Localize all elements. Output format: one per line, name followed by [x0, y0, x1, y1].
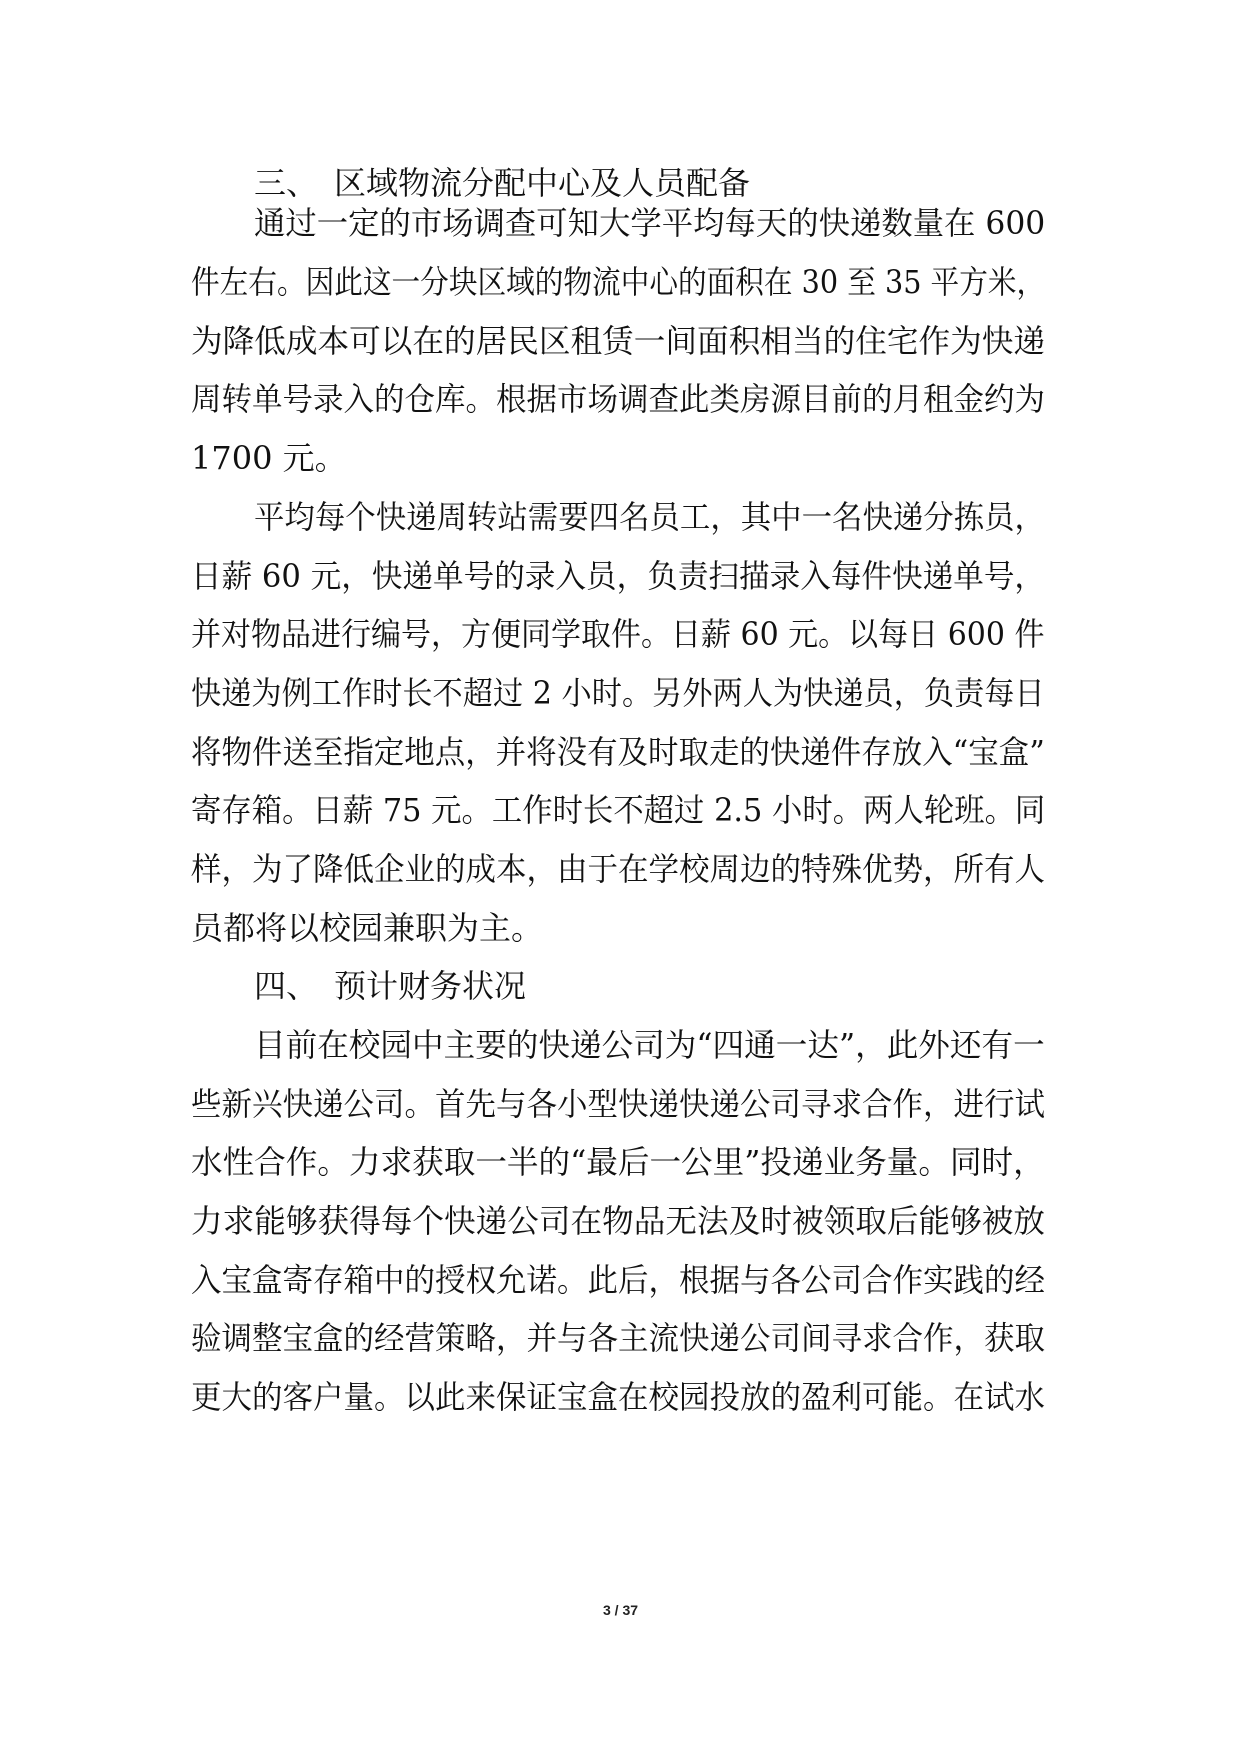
paragraph-line — [0, 1260, 1241, 1300]
paragraph-line — [0, 438, 1241, 478]
paragraph-line — [0, 614, 1241, 654]
paragraph-line — [0, 1142, 1241, 1182]
paragraph-text: 平均每个快递周转站需要四名员工，其中一名快递分拣员， — [254, 498, 1045, 536]
paragraph-line — [0, 1318, 1241, 1358]
paragraph-text: 1700 元。 — [191, 439, 347, 477]
paragraph-text: 力求能够获得每个快递公司在物品无法及时被领取后能够被放 — [191, 1202, 1045, 1240]
paragraph-line — [0, 379, 1241, 419]
paragraph-text: 为降低成本可以在的居民区租赁一间面积相当的住宅作为快递 — [191, 322, 1045, 360]
paragraph-text: 寄存箱。日薪 75 元。工作时长不超过 2.5 小时。两人轮班。同 — [191, 791, 1046, 829]
paragraph-line — [0, 732, 1241, 772]
paragraph-text: 并对物品进行编号，方便同学取件。日薪 60 元。以每日 600 件 — [191, 615, 1045, 653]
section-heading-4 — [0, 966, 1241, 1006]
paragraph-text: 样，为了降低企业的成本，由于在学校周边的特殊优势，所有人 — [191, 850, 1045, 888]
paragraph-line — [0, 1025, 1241, 1065]
paragraph-line — [0, 1201, 1241, 1241]
paragraph-line — [0, 262, 1241, 302]
paragraph-line — [0, 1084, 1241, 1124]
paragraph-text: 员都将以校园兼职为主。 — [191, 909, 544, 947]
paragraph-text: 将物件送至指定地点，并将没有及时取走的快递件存放入“宝盒” — [191, 733, 1045, 771]
paragraph-line — [0, 203, 1241, 243]
page-number: 3 / 37 — [602, 1602, 639, 1618]
paragraph-text: 快递为例工作时长不超过 2 小时。另外两人为快递员，负责每日 — [191, 674, 1045, 712]
section-heading-3 — [0, 163, 1241, 203]
paragraph-line — [0, 321, 1241, 361]
paragraph-text: 日薪 60 元，快递单号的录入员，负责扫描录入每件快递单号， — [191, 557, 1046, 595]
paragraph-line — [0, 556, 1241, 596]
paragraph-text: 通过一定的市场调查可知大学平均每天的快递数量在 600 — [254, 204, 1046, 242]
heading-text: 四、 预计财务状况 — [254, 967, 527, 1005]
paragraph-text: 更大的客户量。以此来保证宝盒在校园投放的盈利可能。在试水 — [191, 1378, 1045, 1416]
paragraph-line — [0, 790, 1241, 830]
paragraph-line — [0, 1377, 1241, 1417]
paragraph-text: 目前在校园中主要的快递公司为“四通一达”，此外还有一 — [254, 1026, 1045, 1064]
paragraph-text: 些新兴快递公司。首先与各小型快递快递公司寻求合作，进行试 — [191, 1085, 1045, 1123]
paragraph-line — [0, 849, 1241, 889]
paragraph-text: 水性合作。力求获取一半的“最后一公里”投递业务量。同时， — [191, 1143, 1045, 1181]
paragraph-line — [0, 497, 1241, 537]
paragraph-text: 验调整宝盒的经营策略，并与各主流快递公司间寻求合作，获取 — [191, 1319, 1045, 1357]
paragraph-text: 入宝盒寄存箱中的授权允诺。此后，根据与各公司合作实践的经 — [191, 1261, 1045, 1299]
paragraph-text: 件左右。因此这一分块区域的物流中心的面积在 30 至 35 平方米， — [191, 263, 1046, 301]
paragraph-line — [0, 908, 1241, 948]
heading-text: 三、 区域物流分配中心及人员配备 — [254, 164, 751, 202]
paragraph-text: 周转单号录入的仓库。根据市场调查此类房源目前的月租金约为 — [191, 380, 1045, 418]
paragraph-line — [0, 673, 1241, 713]
